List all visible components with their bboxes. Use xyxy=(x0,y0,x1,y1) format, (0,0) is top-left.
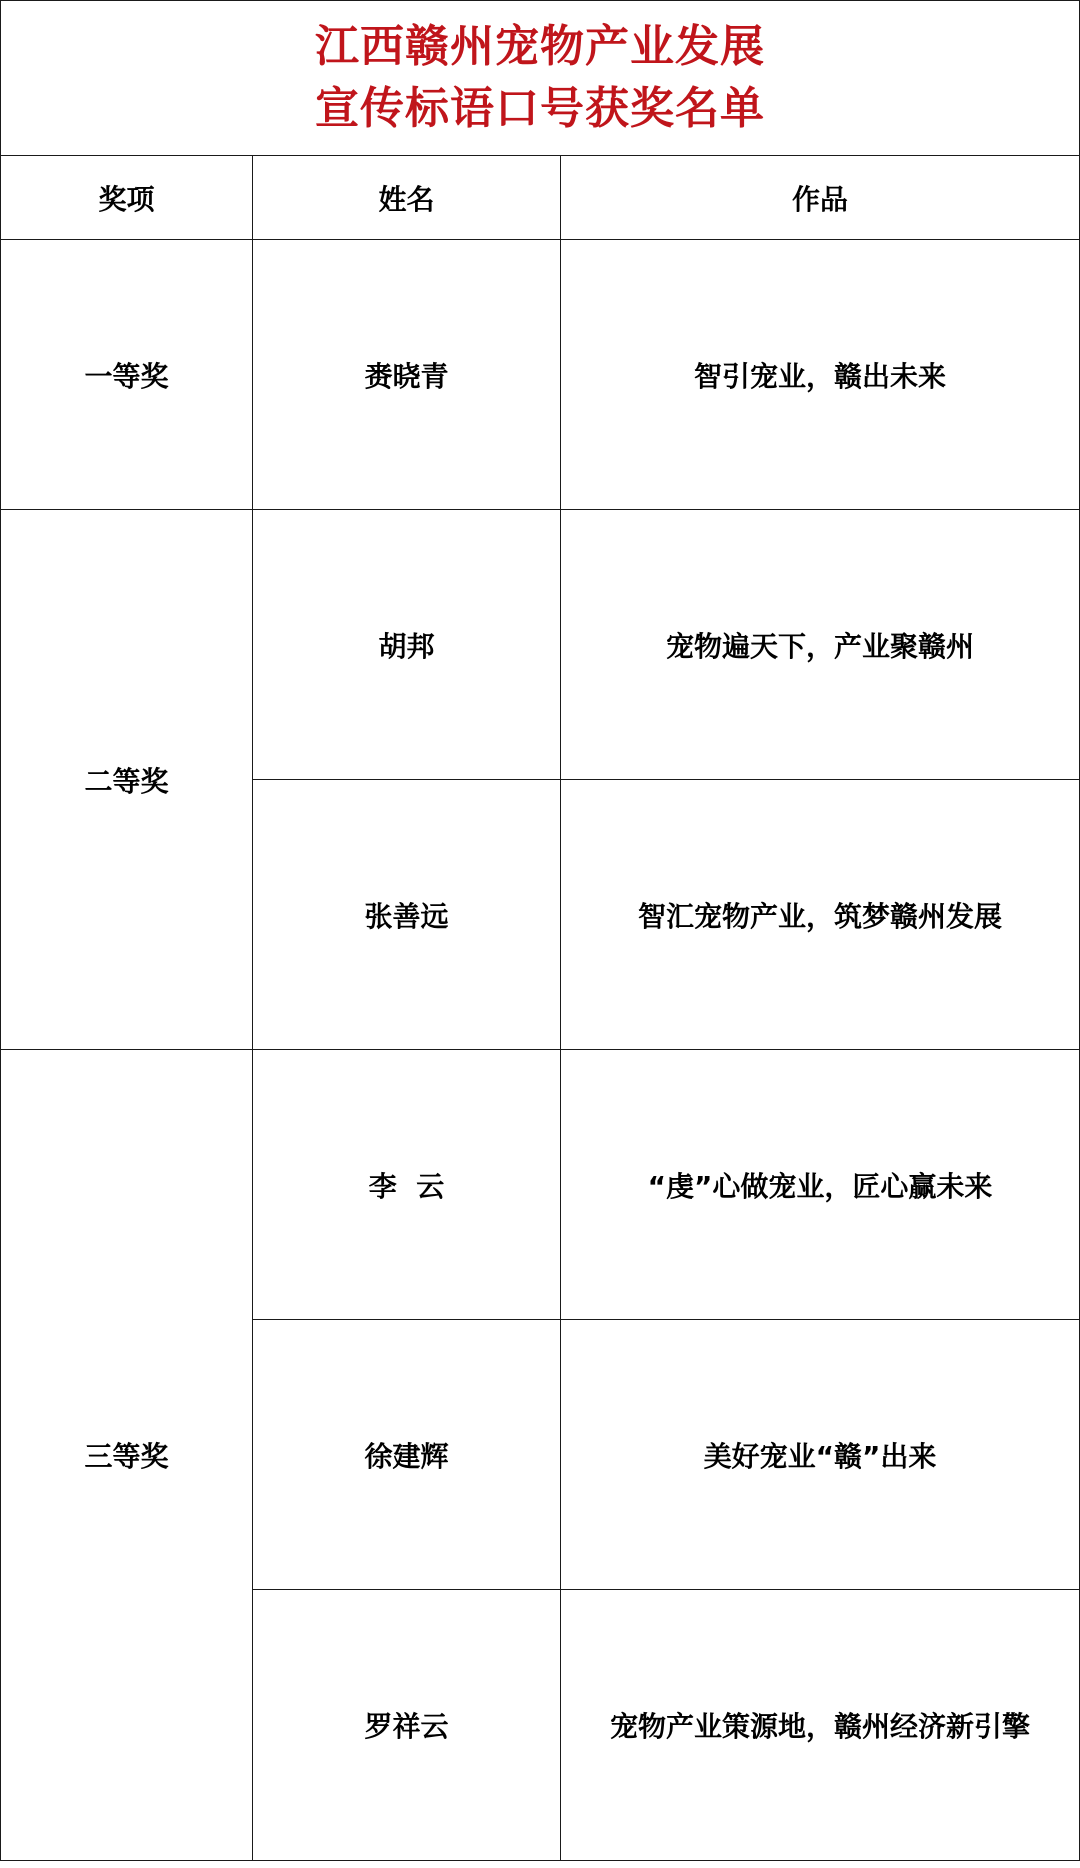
winner-slogan: 宠物遍天下，产业聚赣州 xyxy=(561,510,1080,780)
table-row xyxy=(1,240,1080,510)
title-row xyxy=(1,1,1080,156)
award-third-prize: 三等奖 xyxy=(1,1050,253,1861)
table-row xyxy=(1,510,1080,780)
winner-slogan: 美好宠业“赣”出来 xyxy=(561,1320,1080,1590)
header-name: 姓名 xyxy=(253,156,561,240)
winner-name: 徐建辉 xyxy=(253,1320,561,1590)
document-title-line-1: 江西赣州宠物产业发展 xyxy=(315,21,765,72)
winner-slogan: 智汇宠物产业，筑梦赣州发展 xyxy=(561,780,1080,1050)
winner-slogan: 宠物产业策源地，赣州经济新引擎 xyxy=(561,1590,1080,1861)
header-award: 奖项 xyxy=(1,156,253,240)
award-first-prize: 一等奖 xyxy=(1,240,253,510)
title-cell xyxy=(1,1,1080,156)
winner-name: 李 云 xyxy=(253,1050,561,1320)
award-second-prize: 二等奖 xyxy=(1,510,253,1050)
winner-name: 罗祥云 xyxy=(253,1590,561,1861)
winner-name: 胡邦 xyxy=(253,510,561,780)
header-work: 作品 xyxy=(561,156,1080,240)
winner-name: 赉晓青 xyxy=(253,240,561,510)
table-row xyxy=(1,1050,1080,1320)
winner-slogan: 智引宠业，赣出未来 xyxy=(561,240,1080,510)
document-title-line-2: 宣传标语口号获奖名单 xyxy=(315,83,765,134)
table-header-row xyxy=(1,156,1080,240)
winner-name: 张善远 xyxy=(253,780,561,1050)
winner-slogan: “虔”心做宠业，匠心赢未来 xyxy=(561,1050,1080,1320)
